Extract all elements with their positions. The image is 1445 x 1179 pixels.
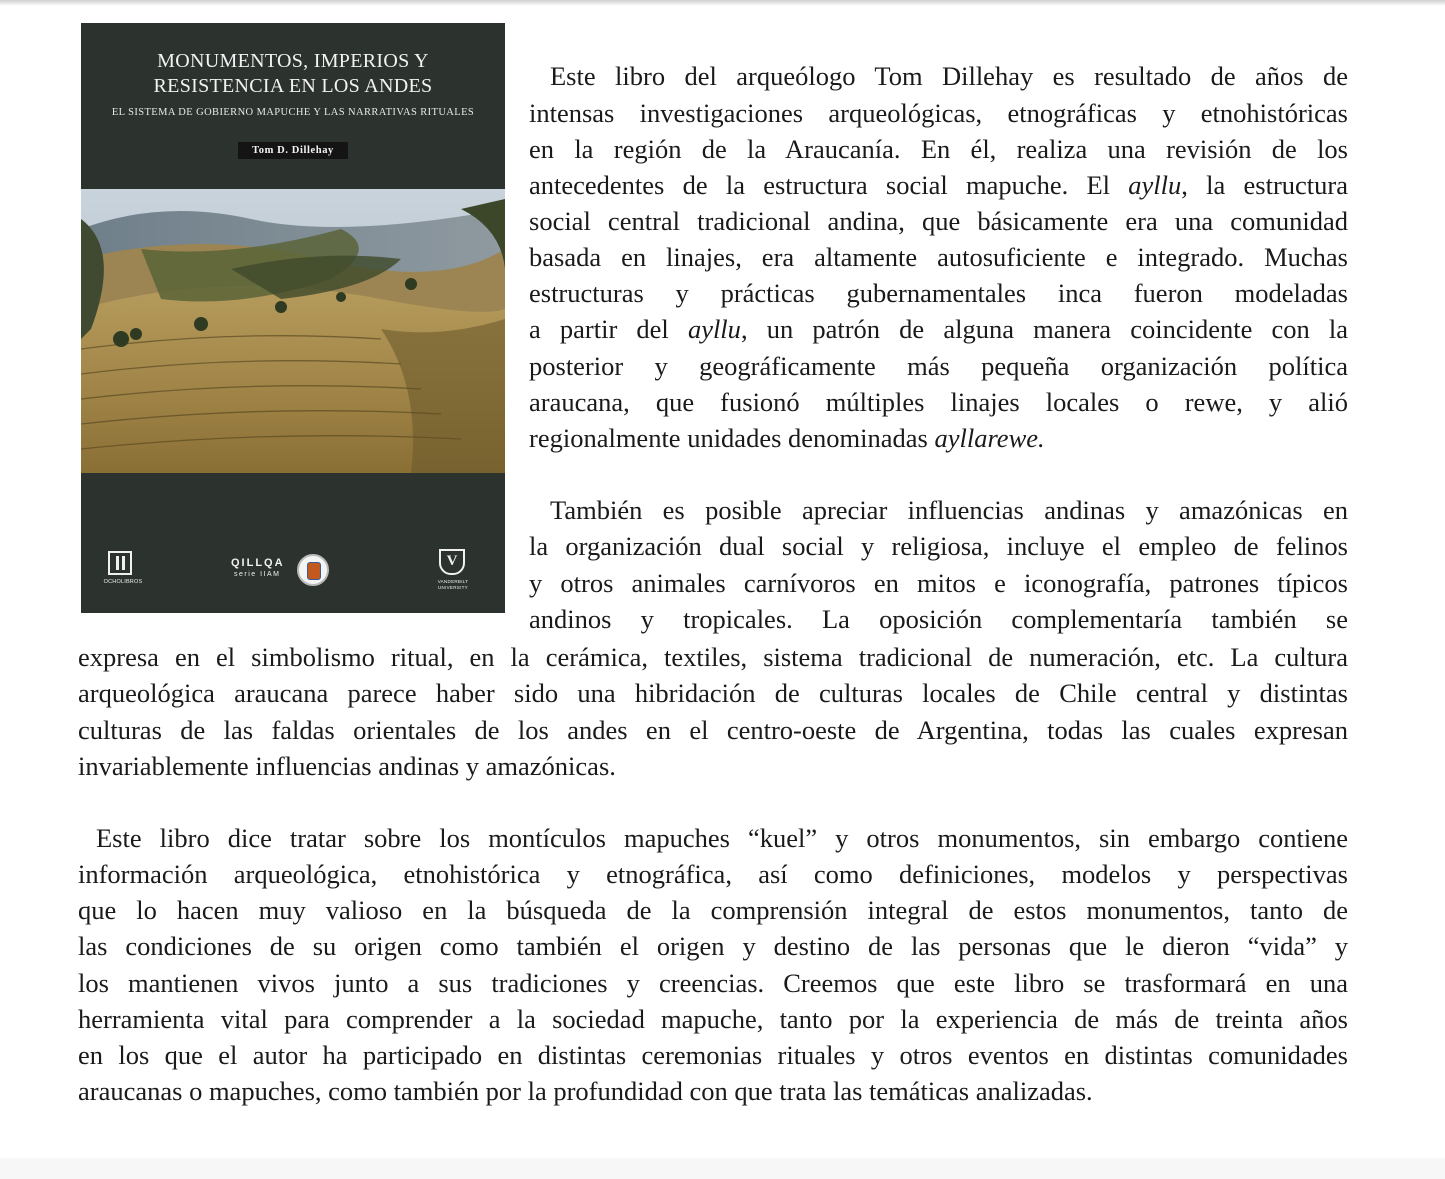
qillqa-series-logo bbox=[231, 554, 341, 588]
series-name: QILLQA bbox=[231, 557, 285, 569]
text-line: en la región de la Araucanía. En él, realiza una revisión de los bbox=[529, 134, 1348, 164]
italic-term: ayllu bbox=[687, 314, 741, 344]
ocholibros-mark-icon bbox=[108, 551, 132, 575]
text-line bbox=[529, 422, 1348, 454]
vanderbilt-logo bbox=[433, 549, 473, 591]
text-line bbox=[529, 60, 1348, 92]
text-span: Este libro dice tratar sobre los montículos mapuches “kuel” y otros monumentos, sin embargo contiene bbox=[96, 823, 1348, 853]
text-line: expresa en el simbolismo ritual, en la cerámica, textiles, sistema tradicional de numeración, etc. La cultura bbox=[78, 642, 1348, 672]
text-line: que lo hacen muy valioso en la búsqueda de la comprensión integral de estos monumentos, tanto de bbox=[78, 895, 1348, 925]
text-span: También es posible apreciar influencias andinas y amazónicas en bbox=[550, 495, 1348, 525]
text-span: , la estructura bbox=[1181, 170, 1348, 200]
text-line: arqueológica araucana parece haber sido una hibridación de culturas locales de Chile central y distintas bbox=[78, 678, 1348, 708]
page-bottom-shade bbox=[0, 1158, 1445, 1179]
italic-term: ayllarewe. bbox=[934, 423, 1045, 453]
text-line: posterior y geográficamente más pequeña organización política bbox=[529, 351, 1348, 381]
cover-title-line: RESISTENCIA EN LOS ANDES bbox=[153, 75, 433, 97]
text-line bbox=[529, 313, 1348, 345]
text-line: estructuras y prácticas gubernamentales inca fueron modeladas bbox=[529, 278, 1348, 308]
ocholibros-logo bbox=[101, 551, 145, 591]
italic-term: ayllu bbox=[1128, 170, 1182, 200]
text-line: invariablemente influencias andinas y amazónicas. bbox=[78, 751, 616, 781]
text-line: la organización dual social y religiosa, incluye el empleo de felinos bbox=[529, 531, 1348, 561]
text-line: las condiciones de su origen como también el origen y destino de las personas que le dieron “vida” y bbox=[78, 931, 1348, 961]
vanderbilt-caption bbox=[433, 579, 473, 591]
text-line: herramienta vital para comprender a la sociedad mapuche, tanto por la experiencia de más de treinta años bbox=[78, 1004, 1348, 1034]
text-span: , un patrón de alguna manera coincidente con la bbox=[740, 314, 1348, 344]
text-line: y otros animales carnívoros en mitos e iconografía, patrones típicos bbox=[529, 568, 1348, 598]
text-line: información arqueológica, etnohistórica y etnográfica, así como definiciones, modelos y perspectivas bbox=[78, 859, 1348, 889]
text-line: social central tradicional andina, que básicamente era una comunidad bbox=[529, 206, 1348, 236]
cover-title bbox=[81, 49, 505, 99]
vanderbilt-caption-line: VANDERBILT bbox=[437, 579, 469, 584]
text-span: a partir del bbox=[529, 314, 669, 344]
cover-title-line: MONUMENTOS, IMPERIOS Y bbox=[157, 50, 429, 72]
text-line: basada en linajes, era altamente autosuficiente e integrado. Muchas bbox=[529, 242, 1348, 272]
university-seal-icon bbox=[297, 554, 329, 586]
vanderbilt-shield-icon bbox=[439, 549, 465, 575]
cover-landscape-photo bbox=[81, 189, 505, 473]
text-span: regionalmente unidades denominadas bbox=[529, 423, 928, 453]
vanderbilt-caption-line: UNIVERSITY bbox=[437, 585, 468, 590]
text-line: andinos y tropicales. La oposición complementaría también se bbox=[529, 604, 1348, 634]
text-line: en los que el autor ha participado en distintas ceremonias rituales y otros eventos en distintas comunidades bbox=[78, 1040, 1348, 1070]
ocholibros-caption: OCHOLIBROS bbox=[103, 579, 143, 585]
book-cover-image bbox=[81, 23, 505, 613]
text-span: antecedentes de la estructura social mapuche. El bbox=[529, 170, 1111, 200]
text-span: Este libro del arqueólogo Tom Dillehay es resultado de años de bbox=[550, 61, 1348, 91]
cover-author: Tom D. Dillehay bbox=[238, 142, 348, 159]
text-line: los mantienen vivos junto a sus tradiciones y creencias. Creemos que este libro se trasformará en una bbox=[78, 968, 1348, 998]
page-top-shadow bbox=[0, 0, 1445, 6]
text-line bbox=[78, 822, 1348, 854]
shield-letter: V bbox=[446, 553, 458, 569]
series-sub: serie IIAM bbox=[234, 571, 281, 578]
text-line: araucanas o mapuches, como también por la profundidad con que trata las temáticas analizadas. bbox=[78, 1076, 1093, 1106]
text-line bbox=[529, 494, 1348, 526]
cover-subtitle: EL SISTEMA DE GOBIERNO MAPUCHE Y LAS NARRATIVAS RITUALES bbox=[111, 107, 475, 118]
text-line: culturas de las faldas orientales de los andes en el centro-oeste de Argentina, todas las cuales expresan bbox=[78, 715, 1348, 745]
text-line: araucana, que fusionó múltiples linajes locales o rewe, y alió bbox=[529, 387, 1348, 417]
text-line bbox=[529, 169, 1348, 201]
text-line: intensas investigaciones arqueológicas, etnográficas y etnohistóricas bbox=[529, 98, 1348, 128]
